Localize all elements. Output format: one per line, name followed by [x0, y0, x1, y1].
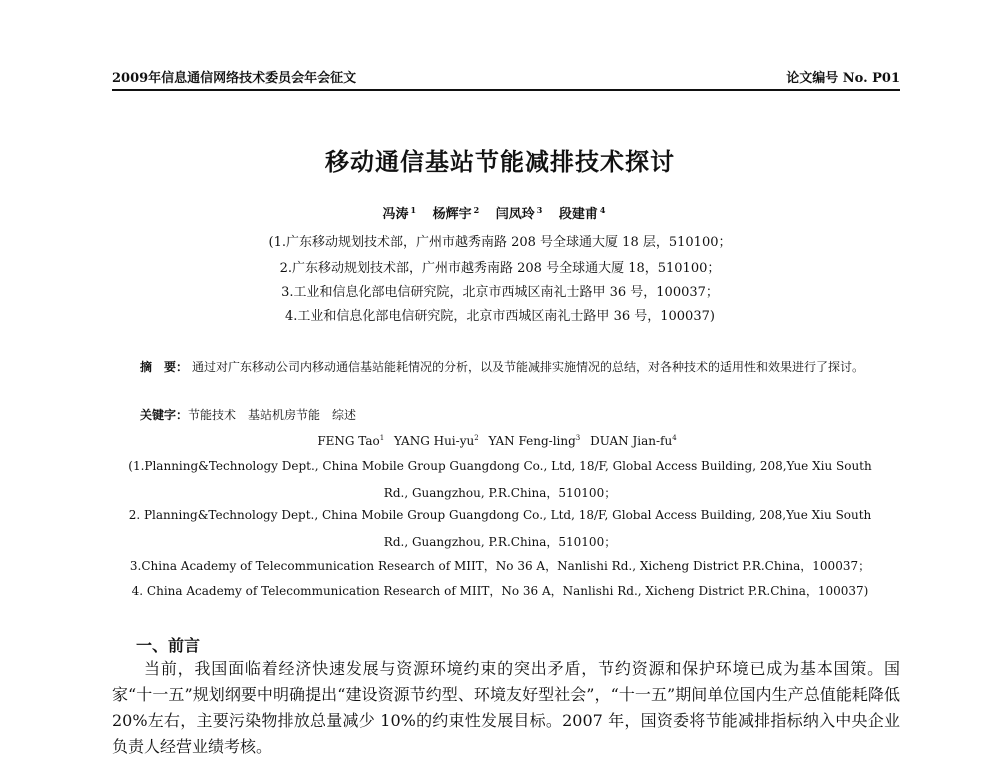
- paper-number: 论文编号 No. P01: [786, 71, 900, 86]
- conference-name: 2009年信息通信网络技术委员会年会征文: [112, 71, 357, 86]
- affiliation-en-line: 2. Planning&Technology Dept., China Mobile Group Guangdong Co., Ltd, 18/F, Global Access Building, 208,Yue Xiu South: [128, 508, 872, 522]
- paper-title: 移动通信基站节能减排技术探讨: [325, 147, 675, 176]
- affiliation-cn-line: 2.广东移动规划技术部，广州市越秀南路 208 号全球通大厦 18，510100；: [279, 261, 721, 276]
- keywords-text: 节能技术 基站机房节能 综述: [188, 408, 357, 422]
- author-mark: 3: [575, 434, 581, 442]
- affiliation-cn-line: 4.工业和信息化部电信研究院，北京市西城区南礼士路甲 36 号，100037): [285, 309, 715, 324]
- author-name: 闫凤玲: [495, 207, 535, 222]
- author-mark: 1: [410, 204, 417, 215]
- running-header: [112, 64, 900, 86]
- author-mark: 1: [379, 434, 385, 442]
- author-mark: 2: [474, 434, 479, 442]
- author-mark: 4: [672, 434, 677, 442]
- section-heading: 一、前言: [136, 636, 201, 655]
- author-mark: 3: [536, 204, 543, 215]
- author-name: 段建甫: [558, 207, 598, 222]
- author-name-en: YAN Feng-ling: [488, 434, 576, 448]
- keywords-label: 关键字：: [140, 408, 189, 422]
- author-mark: 4: [599, 204, 606, 215]
- affiliation-en-line: 4. China Academy of Telecommunication Research of MIIT，No 36 A，Nanlishi Rd., Xicheng District P.R.China，100037): [131, 584, 869, 598]
- author-name-en: DUAN Jian-fu: [590, 434, 673, 448]
- keywords: [140, 406, 900, 423]
- affiliation-en-line: (1.Planning&Technology Dept., China Mobile Group Guangdong Co., Ltd, 18/F, Global Access Building, 208,Yue Xiu South: [128, 459, 872, 473]
- affiliation-en-line: 3.China Academy of Telecommunication Research of MIIT，No 36 A，Nanlishi Rd., Xicheng District P.R.China，100037；: [129, 559, 871, 573]
- affiliation-cn-line: (1.广东移动规划技术部，广州市越秀南路 208 号全球通大厦 18 层，510100；: [268, 235, 732, 250]
- paragraph: 当前，我国面临着经济快速发展与资源环境约束的突出矛盾，节约资源和保护环境已成为基本国策。国家“十一五”规划纲要中明确提出“建设资源节约型、环境友好型社会”，“十一五”期间单位国内生产总值能耗降低 20%左右，主要污染物排放总量减少 10%的约束性发展目标。2007 年，国资委将节能减排指标纳入中央企业负责人经营业绩考核。: [112, 659, 900, 756]
- abstract-label: 摘 要：: [140, 360, 189, 374]
- abstract: [112, 356, 900, 378]
- author-name-en: YANG Hui-yu: [394, 434, 475, 448]
- author-list: [0, 203, 1000, 222]
- author-mark: 2: [473, 204, 480, 215]
- abstract-text: 通过对广东移动公司内移动通信基站能耗情况的分析，以及节能减排实施情况的总结，对各种技术的适用性和效果进行了探讨。: [192, 360, 865, 374]
- header-rule: [112, 89, 900, 91]
- affiliation-en-line: Rd., Guangzhou, P.R.China，510100；: [383, 486, 617, 500]
- affiliation-cn-line: 3.工业和信息化部电信研究院，北京市西城区南礼士路甲 36 号，100037；: [281, 285, 719, 300]
- author-list-en: [0, 434, 1000, 448]
- author-name: 冯涛: [382, 207, 409, 222]
- author-name: 杨辉宇: [432, 207, 472, 222]
- body-text: [112, 656, 900, 760]
- author-name-en: FENG Tao: [317, 434, 380, 448]
- affiliation-en-line: Rd., Guangzhou, P.R.China，510100；: [383, 535, 617, 549]
